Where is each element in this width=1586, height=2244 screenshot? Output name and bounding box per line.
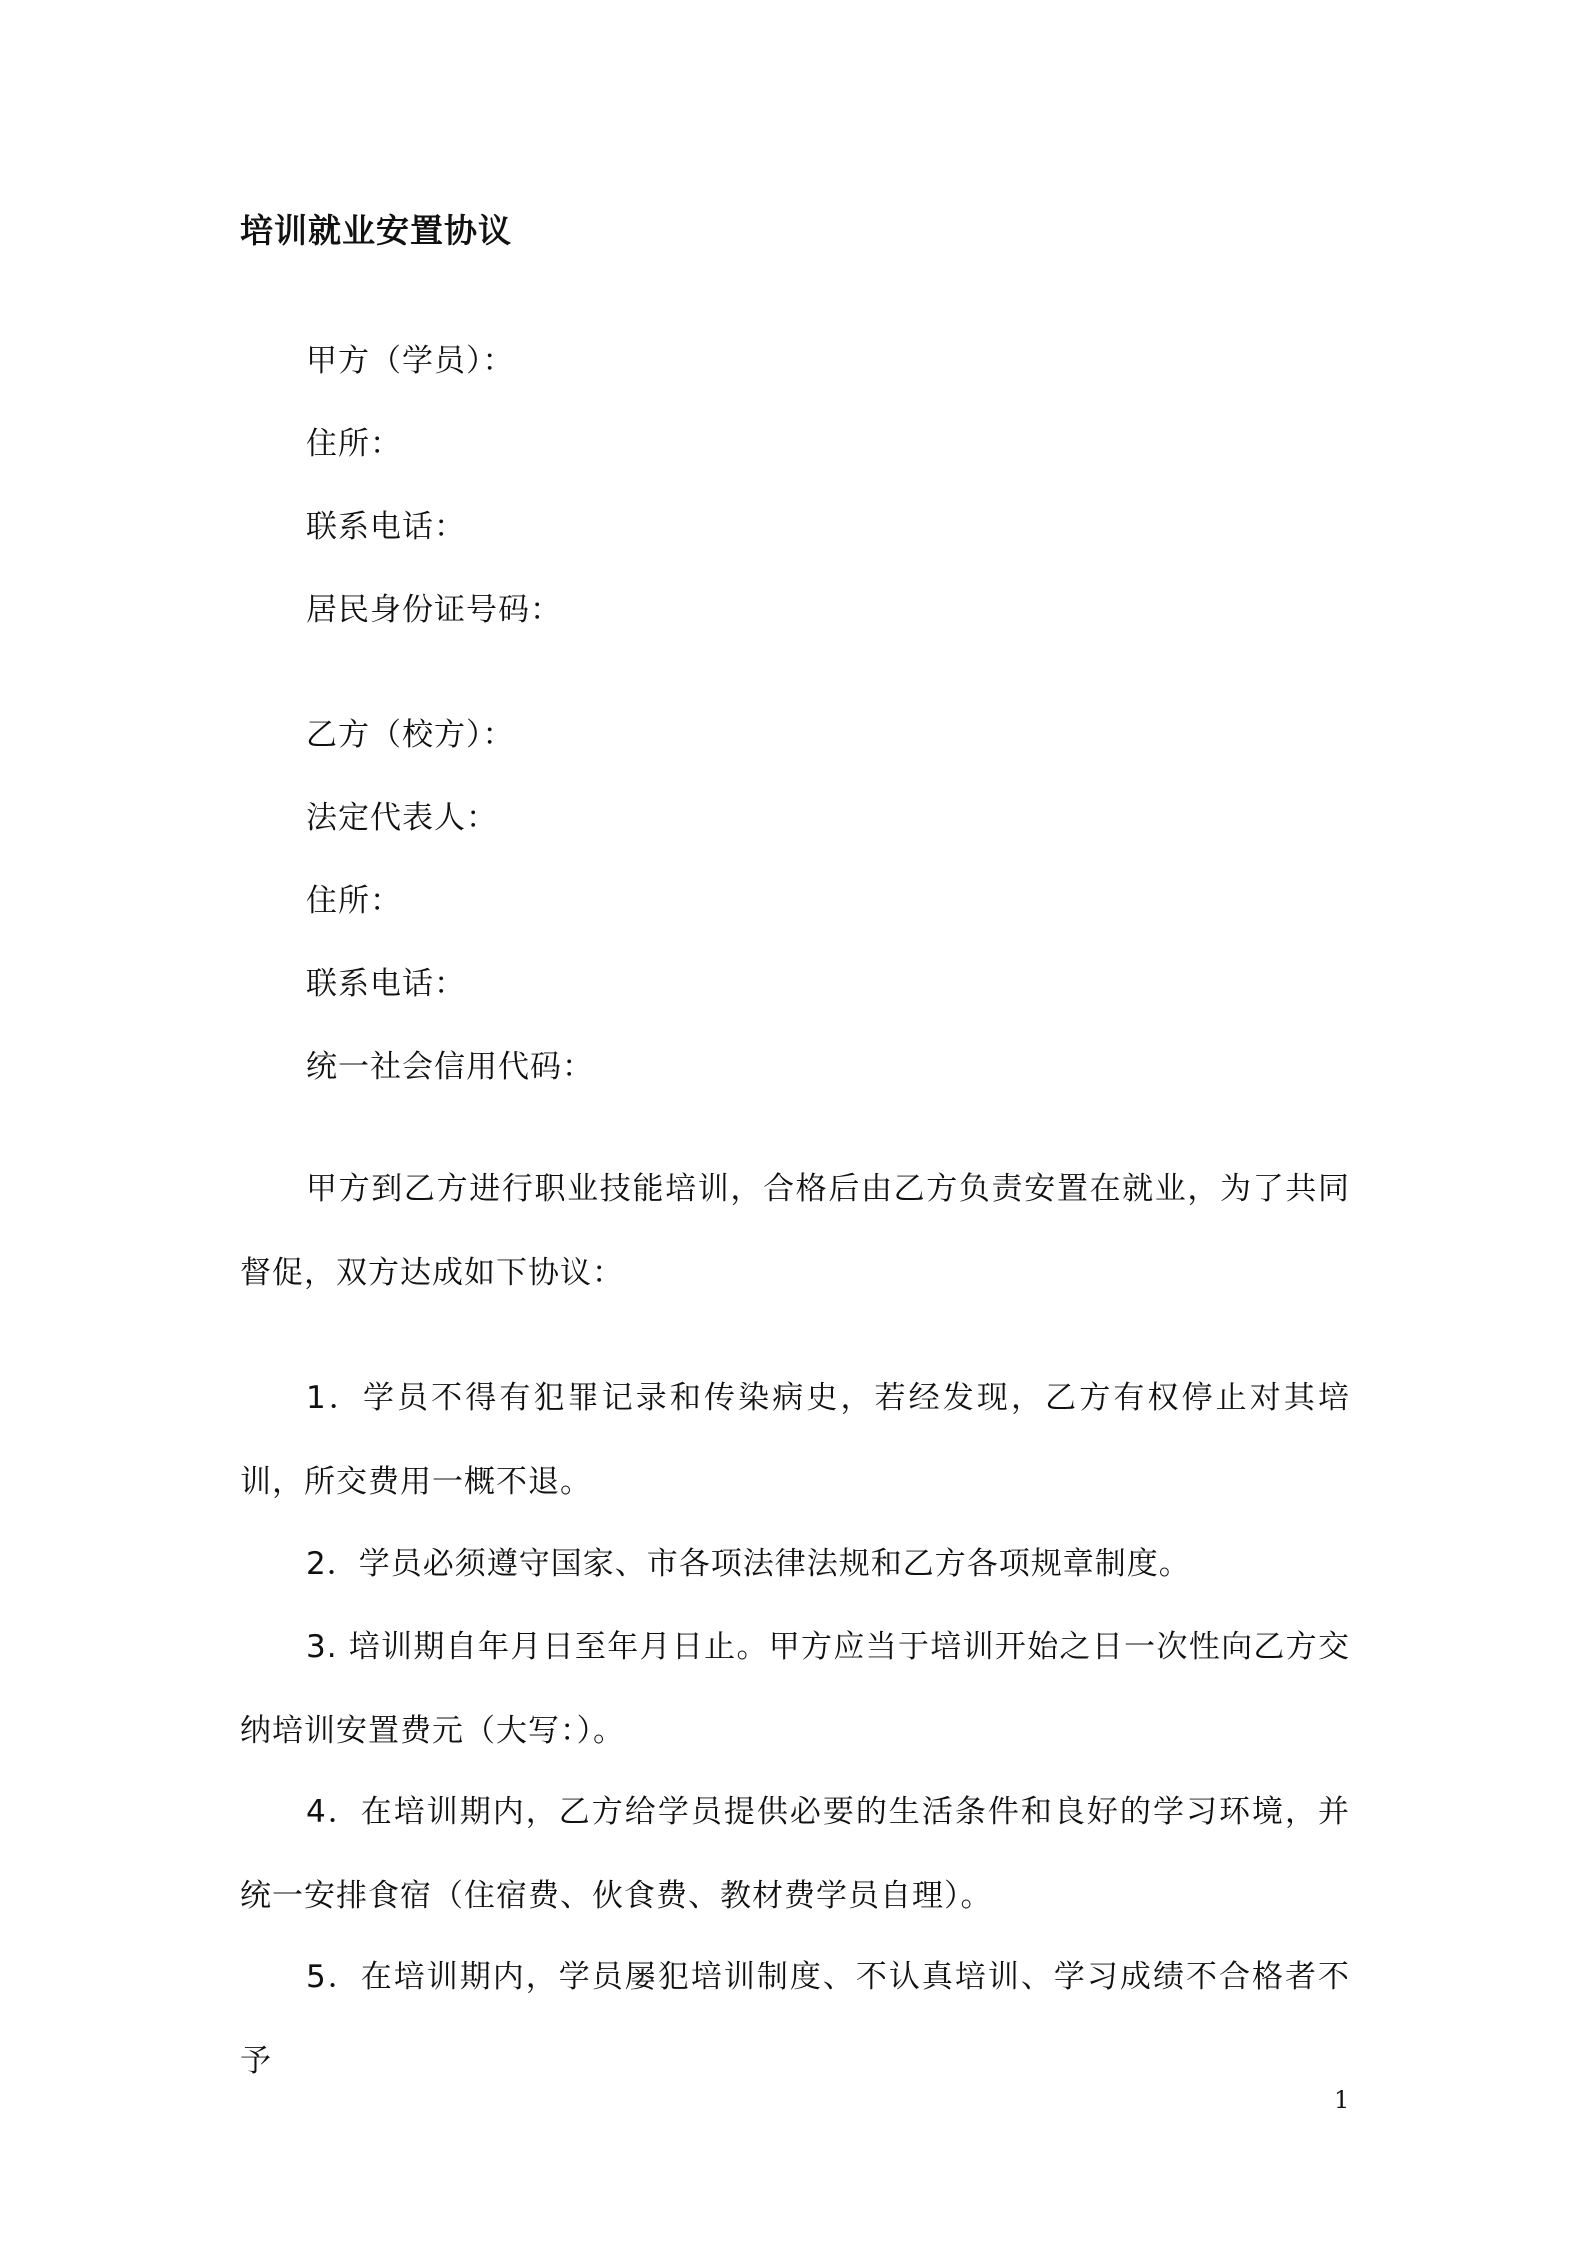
party-a-address-label: 住所： xyxy=(306,426,402,462)
party-b-label: 乙方（校方）： xyxy=(306,717,515,753)
clause-3: 3. 培训期自年月日至年月日止。甲方应当于培训开始之日一次性向乙方交纳培训安置费元（大写：）。 xyxy=(240,1629,1350,1749)
party-a-id-label: 居民身份证号码： xyxy=(306,592,562,628)
clause-4: 4．在培训期内，乙方给学员提供必要的生活条件和良好的学习环境，并统一安排食宿（住宿费、伙食费、教材费学员自理）。 xyxy=(240,1794,1350,1914)
party-a-label: 甲方（学员）： xyxy=(306,343,515,379)
clause-2: 2．学员必须遵守国家、市各项法律法规和乙方各项规章制度。 xyxy=(306,1546,1191,1582)
party-b-address-label: 住所： xyxy=(306,883,402,919)
party-b-phone-label: 联系电话： xyxy=(306,966,466,1002)
party-b-credit-code-label: 统一社会信用代码： xyxy=(306,1049,594,1085)
party-b-rep-label: 法定代表人： xyxy=(306,800,498,836)
document-title: 培训就业安置协议 xyxy=(240,211,512,250)
clause-5: 5．在培训期内，学员屡犯培训制度、不认真培训、学习成绩不合格者不予 xyxy=(240,1959,1350,2079)
party-a-phone-label: 联系电话： xyxy=(306,509,466,545)
clause-1: 1．学员不得有犯罪记录和传染病史，若经发现，乙方有权停止对其培训，所交费用一概不退。 xyxy=(240,1380,1350,1500)
page-number: 1 xyxy=(1334,2086,1350,2114)
intro-paragraph: 甲方到乙方进行职业技能培训，合格后由乙方负责安置在就业，为了共同督促，双方达成如下协议： xyxy=(240,1171,1350,1291)
